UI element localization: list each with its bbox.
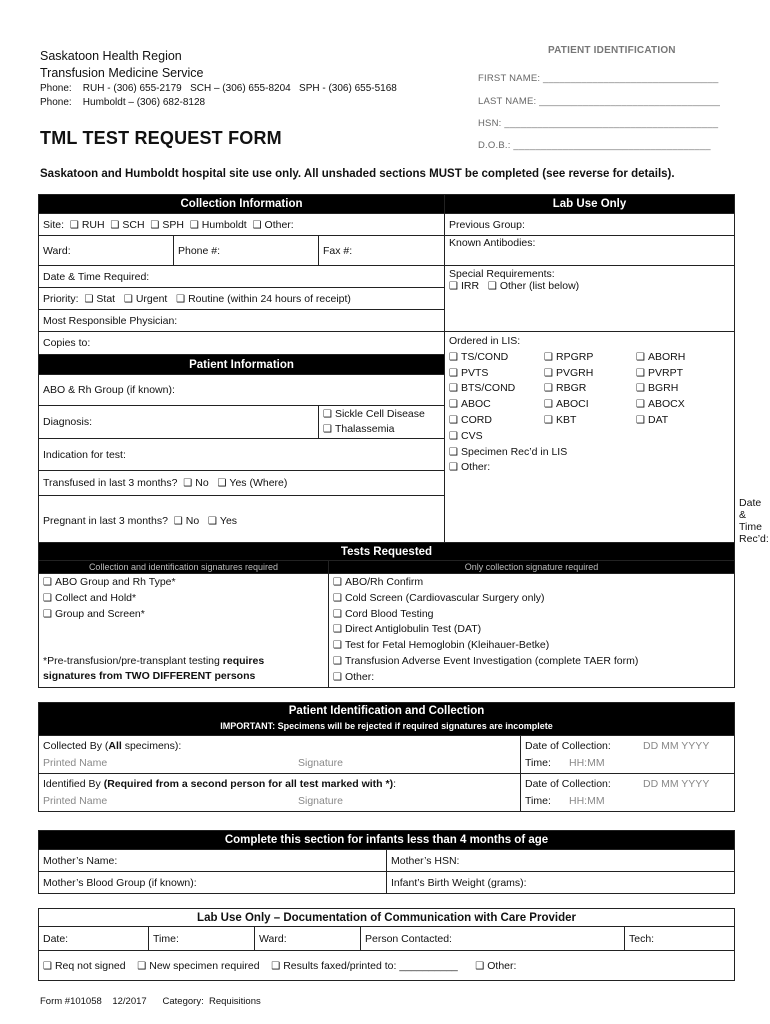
- collected-signature[interactable]: Signature: [298, 756, 343, 769]
- checkbox-icon: ❑: [176, 293, 186, 305]
- phone-field[interactable]: Phone #:: [174, 236, 319, 266]
- lis-aboci-checkbox[interactable]: ❑ ABOCI: [544, 397, 636, 413]
- tests-requested-table: [38, 542, 735, 688]
- tests-header: Tests Requested: [39, 543, 735, 561]
- checkbox-icon: ❑: [69, 219, 79, 231]
- physician-field[interactable]: Most Responsible Physician:: [39, 310, 445, 332]
- test-dat-checkbox[interactable]: ❑ Direct Antiglobulin Test (DAT): [333, 622, 730, 638]
- pic-header-cell: [39, 703, 735, 736]
- test-fetal-hemoglobin-checkbox[interactable]: ❑ Test for Fetal Hemoglobin (Kleihauer-Betke): [333, 638, 730, 654]
- checkbox-icon: ❑: [449, 462, 458, 474]
- mother-name-field[interactable]: Mother’s Name:: [39, 850, 387, 872]
- checkbox-icon: ❑: [333, 577, 342, 588]
- time-collection-field[interactable]: HH:MM: [569, 756, 605, 769]
- pregnant-label: Pregnant in last 3 months?: [43, 515, 168, 527]
- checkbox-icon: ❑: [449, 446, 458, 458]
- checkbox-icon: ❑: [110, 219, 120, 231]
- site-sch-checkbox[interactable]: ❑ SCH: [110, 218, 145, 231]
- checkbox-icon: ❑: [189, 219, 199, 231]
- checkbox-icon: ❑: [449, 414, 458, 426]
- previous-group: Previous Group:: [445, 214, 735, 236]
- checkbox-icon: ❑: [636, 399, 645, 411]
- checkbox-icon: ❑: [333, 608, 342, 620]
- infant-header: Complete this section for infants less than 4 months of age: [39, 831, 735, 850]
- comm-tech-field[interactable]: Tech:: [625, 927, 735, 951]
- comm-ward-field[interactable]: Ward:: [255, 927, 361, 951]
- lis-aboc-checkbox[interactable]: ❑ ABOC: [449, 397, 544, 413]
- lis-cvs-checkbox[interactable]: ❑ CVS: [449, 429, 544, 445]
- main-info-table: Collection Information Lab Use Only Site: ❑ RUH ❑ SCH ❑ SPH ❑ Humboldt ❑ Other: Previous Group: Ward: Phone #: Fax #: Known Antibodies: Date & Time Required: Special Requirements: ❑ IRR ❑ Other (list below) Priority: ❑ Stat ❑ Urgent ❑ Routine (within 24 hours of receipt) Most Responsible Physician: Copies to: Ordered in LIS: ❑ TS/COND ❑ PVTS ❑ BTS/COND ❑ ABOC ❑ CORD ❑ CVS ❑ RPGRP ❑ PVGRH ❑ RBGR ❑ ABOCI ❑ KBT ❑ ABORH ❑ PVRPT ❑ BGRH ❑ ABOCX ❑ DAT ❑ Specimen Rec’d in LIS ❑ Other: Patient Information ABO & Rh Group (if known): Diagnosis: ❑ Sickle Cell Disease ❑ Thalassemia Indication for test: Transfused in last 3 months? ❑ No ❑ Yes (Where) Pregnant in last 3 months? ❑ No ❑ Yes Date & Time Rec’d:: [38, 194, 735, 547]
- checkbox-icon: ❑: [544, 367, 553, 379]
- comm-date-field[interactable]: Date:: [39, 927, 149, 951]
- lis-pvts-checkbox[interactable]: ❑ PVTS: [449, 366, 544, 382]
- pregnant-row: [39, 496, 445, 547]
- priority-routine-checkbox[interactable]: ❑ Routine (within 24 hours of receipt): [176, 292, 351, 305]
- lis-rbgr-checkbox[interactable]: ❑ RBGR: [544, 381, 636, 397]
- test-collect-hold-checkbox[interactable]: ❑ Collect and Hold*: [43, 591, 324, 607]
- checkbox-icon: ❑: [636, 367, 645, 379]
- checkbox-icon: ❑: [333, 671, 342, 683]
- site-ruh-checkbox[interactable]: ❑ RUH: [69, 218, 105, 231]
- lis-pvgrh-checkbox[interactable]: ❑ PVGRH: [544, 366, 636, 382]
- lis-bgrh-checkbox[interactable]: ❑ BGRH: [636, 381, 685, 397]
- form-title: TML TEST REQUEST FORM: [40, 128, 282, 148]
- tests-left-subheader: Collection and identification signatures required: [39, 561, 329, 574]
- mother-blood-field[interactable]: Mother’s Blood Group (if known):: [39, 872, 387, 894]
- tests-left-column: [39, 574, 329, 688]
- checkbox-icon: ❑: [636, 414, 645, 426]
- checkbox-icon: ❑: [333, 655, 342, 667]
- site-other-checkbox[interactable]: ❑ Other:: [252, 218, 294, 231]
- collected-by-cell: [39, 736, 521, 774]
- pic-header: Patient Identification and Collection: [288, 705, 485, 717]
- test-other-checkbox[interactable]: ❑ Other:: [333, 670, 730, 686]
- checkbox-icon: ❑: [636, 383, 645, 395]
- results-faxed-checkbox[interactable]: ❑ Results faxed/printed to: __________: [271, 959, 458, 972]
- comm-other-checkbox[interactable]: ❑ Other:: [475, 959, 517, 972]
- diagnosis-field[interactable]: Diagnosis:: [39, 406, 319, 439]
- date-collection-field[interactable]: DD MM YYYY: [643, 739, 710, 752]
- communication-table: [38, 908, 735, 981]
- time-label: Time:: [525, 756, 551, 769]
- checkbox-icon: ❑: [449, 399, 458, 411]
- checkbox-icon: ❑: [636, 351, 645, 363]
- lis-rpgrp-checkbox[interactable]: ❑ RPGRP: [544, 350, 636, 366]
- checkbox-icon: ❑: [137, 960, 147, 972]
- site-row: [39, 214, 445, 236]
- copies-field[interactable]: Copies to:: [39, 332, 445, 355]
- checkbox-icon: ❑: [252, 219, 262, 231]
- transfused-yes-checkbox[interactable]: ❑ Yes (Where): [217, 477, 288, 489]
- checkbox-icon: ❑: [173, 516, 183, 527]
- phone-line-1: Phone: RUH - (306) 655-2179 SCH – (306) 655-8204 SPH - (306) 655-5168: [40, 83, 397, 94]
- transfused-row: [39, 471, 445, 496]
- org-name: Saskatoon Health Region: [40, 49, 182, 63]
- irr-checkbox[interactable]: ❑ IRR: [449, 280, 480, 292]
- birth-weight-field[interactable]: Infant’s Birth Weight (grams):: [387, 872, 735, 894]
- priority-stat-checkbox[interactable]: ❑ Stat: [84, 292, 116, 305]
- footer: Form #101058 12/2017 Category: Requisitions: [40, 996, 261, 1007]
- lis-aborh-checkbox[interactable]: ❑ ABORH: [636, 350, 685, 366]
- lis-cord-checkbox[interactable]: ❑ CORD: [449, 413, 544, 429]
- new-specimen-checkbox[interactable]: ❑ New specimen required: [137, 959, 260, 972]
- tests-right-subheader: Only collection signature required: [329, 561, 735, 574]
- date-identification-label: Date of Collection:: [525, 777, 611, 790]
- checkbox-icon: ❑: [449, 430, 458, 442]
- collection-date-cell: [521, 736, 735, 774]
- checkbox-icon: ❑: [449, 367, 458, 379]
- other-list-checkbox[interactable]: ❑ Other (list below): [487, 280, 580, 292]
- checkbox-icon: ❑: [449, 281, 458, 292]
- checkbox-icon: ❑: [123, 293, 133, 305]
- org-header: [40, 48, 204, 82]
- checkbox-icon: ❑: [43, 608, 52, 620]
- priority-label: Priority:: [43, 292, 79, 305]
- pic-important: IMPORTANT: Specimens will be rejected if required signatures are incomplete: [220, 721, 553, 731]
- priority-urgent-checkbox[interactable]: ❑ Urgent: [123, 292, 168, 305]
- fax-field[interactable]: Fax #:: [319, 236, 445, 266]
- comm-options-row: [39, 951, 735, 981]
- lis-pvrpt-checkbox[interactable]: ❑ PVRPT: [636, 366, 685, 382]
- test-cold-screen-checkbox[interactable]: ❑ Cold Screen (Cardiovascular Surgery only): [333, 591, 730, 607]
- ordered-label: Ordered in LIS:: [449, 335, 521, 347]
- mother-hsn-field[interactable]: Mother’s HSN:: [387, 850, 735, 872]
- checkbox-icon: ❑: [333, 592, 342, 604]
- special-req-label: Special Requirements:: [449, 268, 555, 280]
- diagnosis-options: [319, 406, 445, 439]
- ward-field[interactable]: Ward:: [39, 236, 174, 266]
- identified-by-cell: [39, 774, 521, 812]
- checkbox-icon: ❑: [487, 281, 497, 292]
- checkbox-icon: ❑: [333, 624, 342, 636]
- test-cord-blood-checkbox[interactable]: ❑ Cord Blood Testing: [333, 607, 730, 623]
- lis-tscond-checkbox[interactable]: ❑ TS/COND: [449, 350, 544, 366]
- test-group-screen-checkbox[interactable]: ❑ Group and Screen*: [43, 607, 324, 623]
- checkbox-icon: ❑: [323, 424, 332, 435]
- identification-date-cell: [521, 774, 735, 812]
- checkbox-icon: ❑: [43, 960, 52, 972]
- time-label-2: Time:: [525, 794, 551, 807]
- site-humboldt-checkbox[interactable]: ❑ Humboldt: [189, 218, 247, 231]
- test-abo-group-checkbox[interactable]: ❑ ABO Group and Rh Type*: [43, 575, 324, 591]
- known-antibodies: Known Antibodies:: [445, 236, 735, 266]
- collection-info-header: Collection Information: [39, 195, 445, 214]
- dob-field[interactable]: D.O.B.: ____________________________________: [478, 140, 711, 151]
- pretransfusion-note: *Pre-transfusion/pre-transplant testing requires signatures from TWO DIFFERENT persons: [43, 654, 265, 682]
- identified-printed-name[interactable]: Printed Name: [43, 794, 108, 807]
- checkbox-icon: ❑: [43, 592, 52, 604]
- phone-numbers: [40, 82, 397, 110]
- test-taer-checkbox[interactable]: ❑ Transfusion Adverse Event Investigation (complete TAER form): [333, 654, 730, 670]
- hsn-field[interactable]: HSN: _______________________________________: [478, 118, 719, 129]
- service-name: Transfusion Medicine Service: [40, 66, 204, 80]
- tests-right-column: [329, 574, 735, 688]
- checkbox-icon: ❑: [544, 351, 553, 363]
- priority-row: [39, 288, 445, 310]
- specimen-recd-checkbox[interactable]: ❑ Specimen Rec’d in LIS: [449, 445, 730, 461]
- instructions: Saskatoon and Humboldt hospital site use only. All unshaded sections MUST be completed (see reverse for details).: [40, 168, 675, 180]
- infant-table: [38, 830, 735, 894]
- comm-header: Lab Use Only – Documentation of Communication with Care Provider: [39, 909, 735, 927]
- transfused-no-checkbox[interactable]: ❑ No: [183, 477, 209, 489]
- comm-person-field[interactable]: Person Contacted:: [361, 927, 625, 951]
- indication-field[interactable]: Indication for test:: [39, 439, 445, 471]
- identified-signature[interactable]: Signature: [298, 794, 343, 807]
- checkbox-icon: ❑: [183, 478, 193, 489]
- checkbox-icon: ❑: [449, 383, 458, 395]
- thalassemia-checkbox[interactable]: ❑ Thalassemia: [323, 423, 395, 435]
- checkbox-icon: ❑: [84, 293, 94, 305]
- checkbox-icon: ❑: [43, 577, 52, 588]
- datetime-required-field[interactable]: Date & Time Required:: [39, 266, 445, 288]
- checkbox-icon: ❑: [544, 383, 553, 395]
- req-not-signed-checkbox[interactable]: ❑ Req not signed: [43, 959, 126, 972]
- time-identification-field[interactable]: HH:MM: [569, 794, 605, 807]
- checkbox-icon: ❑: [207, 516, 217, 527]
- lab-use-header: Lab Use Only: [445, 195, 735, 214]
- sickle-cell-checkbox[interactable]: ❑ Sickle Cell Disease: [323, 408, 425, 420]
- pregnant-no-checkbox[interactable]: ❑ No: [173, 515, 200, 527]
- site-label: Site:: [43, 218, 65, 231]
- checkbox-icon: ❑: [544, 399, 553, 411]
- pregnant-yes-checkbox[interactable]: ❑ Yes: [207, 515, 238, 527]
- lis-kbt-checkbox[interactable]: ❑ KBT: [544, 413, 636, 429]
- checkbox-icon: ❑: [217, 478, 227, 489]
- checkbox-icon: ❑: [150, 219, 160, 231]
- lis-btscond-checkbox[interactable]: ❑ BTS/COND: [449, 381, 544, 397]
- date-identification-field[interactable]: DD MM YYYY: [643, 777, 710, 790]
- comm-time-field[interactable]: Time:: [149, 927, 255, 951]
- collected-by-label: Collected By (All specimens):: [43, 739, 182, 752]
- checkbox-icon: ❑: [333, 640, 342, 652]
- identified-by-label: Identified By (Required from a second person for all test marked with *):: [43, 777, 397, 790]
- checkbox-icon: ❑: [449, 351, 458, 363]
- abo-rh-field[interactable]: ABO & Rh Group (if known):: [39, 375, 445, 406]
- checkbox-icon: ❑: [323, 409, 332, 420]
- phone-line-2: Phone: Humboldt – (306) 682-8128: [40, 97, 206, 108]
- collected-printed-name[interactable]: Printed Name: [43, 756, 108, 769]
- test-abo-confirm-checkbox[interactable]: ❑ ABO/Rh Confirm: [333, 575, 730, 591]
- lis-other-checkbox[interactable]: ❑ Other:: [449, 460, 730, 476]
- transfused-label: Transfused in last 3 months?: [43, 477, 178, 489]
- checkbox-icon: ❑: [271, 960, 281, 972]
- site-sph-checkbox[interactable]: ❑ SPH: [150, 218, 184, 231]
- special-requirements: [445, 266, 735, 332]
- patient-id-title: PATIENT IDENTIFICATION: [548, 45, 676, 56]
- date-collection-label: Date of Collection:: [525, 739, 611, 752]
- lis-dat-checkbox[interactable]: ❑ DAT: [636, 413, 685, 429]
- lis-abocx-checkbox[interactable]: ❑ ABOCX: [636, 397, 685, 413]
- patient-info-header: Patient Information: [39, 355, 445, 375]
- ordered-in-lis: [445, 332, 735, 547]
- checkbox-icon: ❑: [544, 414, 553, 426]
- pic-table: [38, 702, 735, 812]
- checkbox-icon: ❑: [475, 960, 485, 972]
- first-name-field[interactable]: FIRST NAME: ________________________________: [478, 73, 719, 84]
- last-name-field[interactable]: LAST NAME: _________________________________: [478, 96, 721, 107]
